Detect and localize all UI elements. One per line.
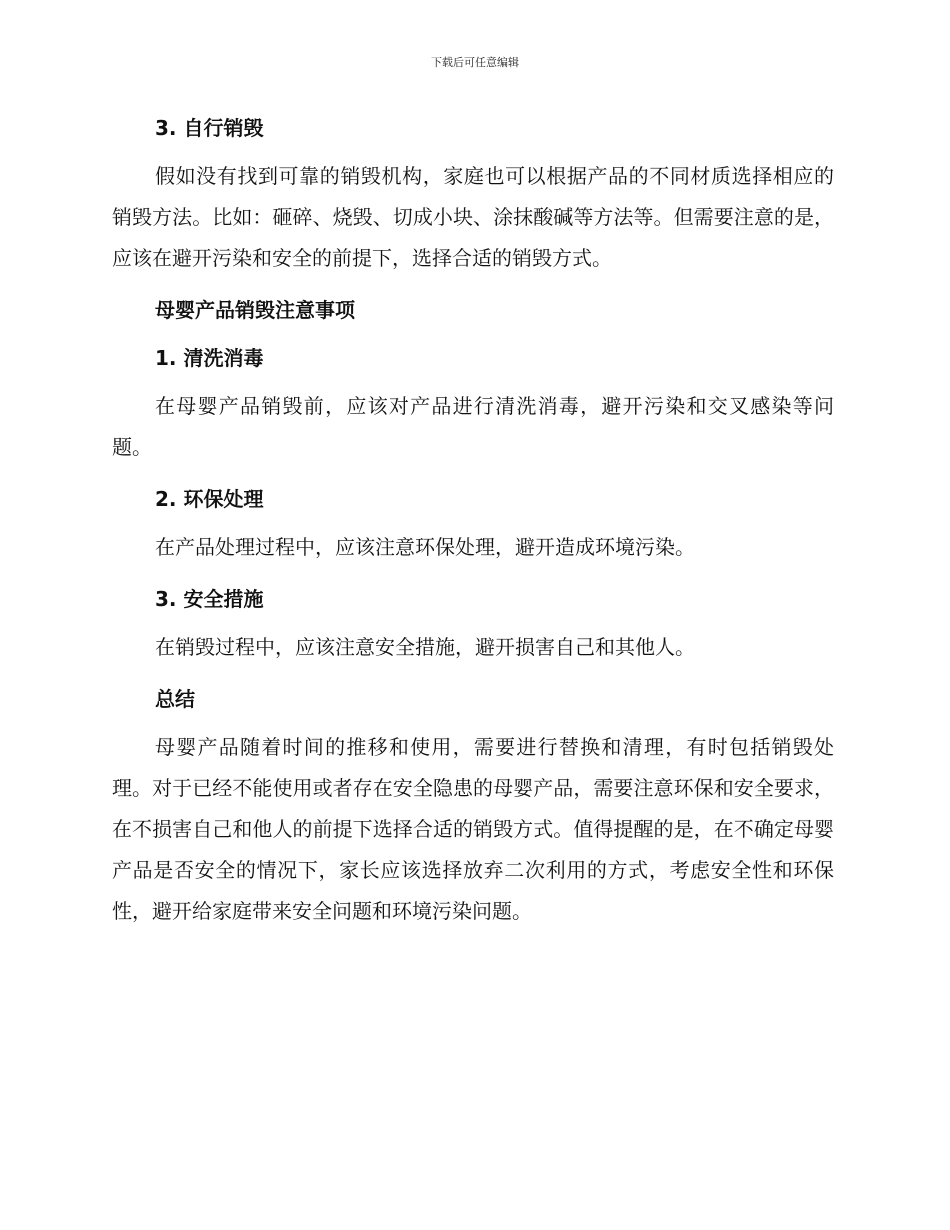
paragraph-clean: 在母婴产品销毁前，应该对产品进行清洗消毒，避开污染和交叉感染等问题。 bbox=[112, 394, 834, 459]
section-heading-eco: 2. 环保处理 bbox=[155, 487, 264, 511]
section-heading-safety: 3. 安全措施 bbox=[155, 587, 264, 611]
paragraph-eco: 在产品处理过程中，应该注意环保处理，避开造成环境污染。 bbox=[155, 535, 695, 559]
section-heading-notes: 母婴产品销毁注意事项 bbox=[155, 298, 355, 322]
paragraph-self-destroy: 假如没有找到可靠的销毁机构，家庭也可以根据产品的不同材质选择相应的销毁方法。比如：砸碎、烧毁、切成小块、涂抹酸碱等方法等。但需要注意的是，应该在避开污染和安全的前提下，选择合适的销毁方式。 bbox=[112, 164, 834, 270]
document-body bbox=[112, 108, 834, 932]
section-heading-self-destroy: 3. 自行销毁 bbox=[155, 116, 264, 140]
paragraph-summary: 母婴产品随着时间的推移和使用，需要进行替换和清理，有时包括销毁处理。对于已经不能使用或者存在安全隐患的母婴产品，需要注意环保和安全要求，在不损害自己和他人的前提下选择合适的销毁方式。值得提醒的是，在不确定母婴产品是否安全的情况下，家长应该选择放弃二次利用的方式，考虑安全性和环保性，避开给家庭带来安全问题和环境污染问题。 bbox=[112, 735, 834, 923]
section-heading-clean: 1. 清洗消毒 bbox=[155, 346, 264, 370]
page-header: 下载后可任意编辑 bbox=[431, 56, 519, 69]
section-heading-summary: 总结 bbox=[155, 687, 195, 711]
paragraph-safety: 在销毁过程中，应该注意安全措施，避开损害自己和其他人。 bbox=[155, 635, 695, 659]
